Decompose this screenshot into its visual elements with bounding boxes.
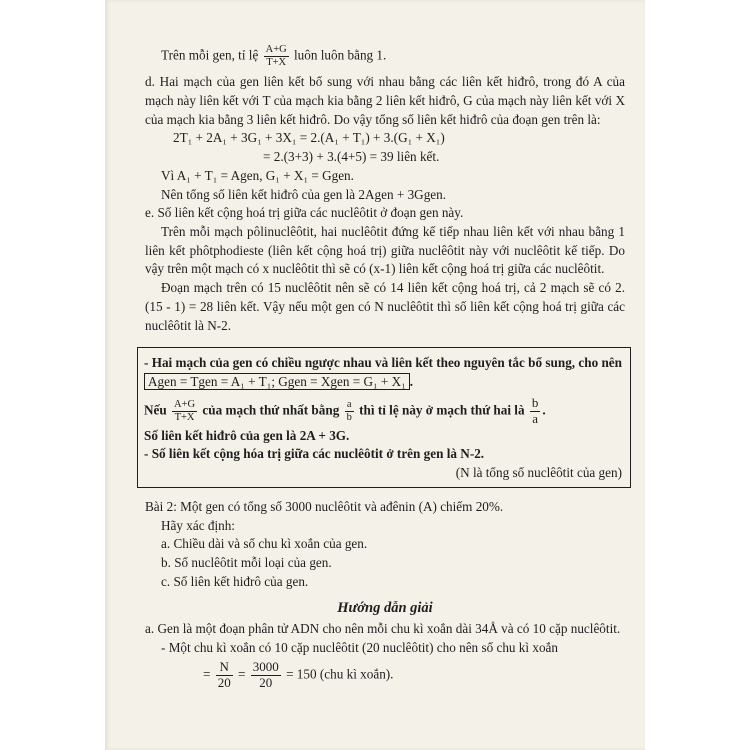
denominator: b (346, 411, 352, 423)
box-line-2 (144, 396, 622, 427)
numerator: N (216, 660, 233, 676)
numerator: b (531, 394, 539, 410)
paragraph-d: d. Hai mạch của gen liên kết bổ sung với nhau bằng các liên kết hiđrô, trong đó A của mạch này liên kết với T của mạch kia bằng 2 liên kết hiđrô, G của mạch này liên kết với X của mạch kia bằng 3 liên kết hiđrô. Do vậy tổng số liên kết hiđrô của đoạn gen trên là: (145, 74, 625, 127)
numerator: A+G (172, 399, 197, 412)
numerator: a (345, 399, 354, 412)
denominator: T+X (266, 57, 287, 69)
since-line: Vì A₁ + T₁ = Agen, G₁ + X₁ = Ggen. (161, 167, 354, 183)
denominator: T+X (174, 411, 195, 423)
text: = (203, 666, 211, 682)
text: của mạch thứ nhất bằng (202, 402, 340, 418)
solution-heading: Hướng dẫn giải (337, 599, 433, 616)
paragraph-e: Trên mỗi mạch pôlinuclêôtit, hai nuclêôtit đứng kế tiếp nhau liên kết với nhau bằng 1 liên kết phôtphodieste (liên kết cộng hoá trị) giữa nuclêôtit này với nuclêôtit kế tiếp. Do vậy trên một mạch có x nuclêôtit thì sẽ có (x-1) liên kết cộng hoá trị giữa các nuclêôtit. (145, 224, 625, 277)
ratio-fraction (264, 44, 289, 69)
box-line-1: - Hai mạch của gen có chiều ngược nhau và liên kết theo nguyên tắc bổ sung, cho nên Agen = Tgen = A₁ + T₁; Ggen = Xgen = G₁ + X₁ . (144, 355, 622, 390)
denominator: 20 (217, 674, 231, 690)
fraction-b-over-a (530, 396, 541, 427)
text: = 150 (chu kì xoắn). (286, 666, 394, 682)
therefore-line: Nên tổng số liên kết hiđrô của gen là 2Agen + 3Ggen. (161, 186, 447, 202)
solution-a: a. Gen là một đoạn phân tử ADN cho nên mỗi chu kì xoắn dài 34Å và có 10 cặp nuclêôtit. (145, 621, 621, 637)
text: luôn luôn bằng 1. (294, 47, 387, 63)
text: thì tỉ lệ này ở mạch thứ hai là (359, 402, 525, 418)
box-line-5: (N là tổng số nuclêôtit của gen) (455, 465, 622, 481)
summary-box (137, 347, 631, 488)
fraction-3000-over-20 (251, 660, 281, 691)
fraction-n-over-20 (216, 660, 233, 691)
ratio-statement (145, 44, 625, 69)
ratio-fraction (172, 399, 197, 424)
solution-formula (145, 660, 625, 691)
numerator: A+G (264, 44, 289, 57)
paragraph-e2: Đoạn mạch trên có 15 nuclêôtit nên sẽ có 14 liên kết cộng hoá trị, cả 2 mạch sẽ có 2.(15 - 1) = 28 liên kết. Vậy nếu một gen có N nuclêôtit thì số liên kết cộng hoá trị giữa các nuclêôtit là N-2. (145, 280, 625, 333)
equation-1: 2T₁ + 2A₁ + 3G₁ + 3X₁ = 2.(A₁ + T₁) + 3.(G₁ + X₁) (173, 130, 445, 146)
exercise-2-ask: Hãy xác định: (161, 517, 235, 533)
item-e: e. Số liên kết cộng hoá trị giữa các nuclêôtit ở đoạn gen này. (145, 205, 464, 221)
box-line-3: Số liên kết hiđrô của gen là 2A + 3G. (144, 427, 350, 443)
denominator: a (532, 410, 538, 426)
page-content (145, 44, 625, 691)
fraction-a-over-b (345, 399, 354, 424)
denominator: 20 (259, 674, 273, 690)
text: - Hai mạch của gen có chiều ngược nhau và liên kết theo nguyên tắc bổ sung, cho nên (144, 355, 622, 371)
book-page (105, 0, 645, 750)
exercise-2-c: c. Số liên kết hiđrô của gen. (161, 573, 309, 589)
exercise-2-a: a. Chiều dài và số chu kì xoắn của gen. (161, 536, 368, 552)
equation-2: = 2.(3+3) + 3.(4+5) = 39 liên kết. (263, 149, 440, 165)
numerator: 3000 (252, 658, 279, 674)
text: Nếu (144, 402, 167, 418)
boxed-formula: Agen = Tgen = A₁ + T₁; Ggen = Xgen = G₁ + X₁ (144, 373, 410, 390)
text: . (542, 402, 546, 418)
text: Trên mỗi gen, tỉ lệ (161, 47, 259, 63)
solution-a-2: - Một chu kì xoắn có 10 cặp nuclêôtit (20 nuclêôtit) cho nên số chu kì xoắn (161, 639, 558, 655)
exercise-2-title: Bài 2: Một gen có tổng số 3000 nuclêôtit và ađênin (A) chiếm 20%. (145, 498, 504, 514)
exercise-2-b: b. Số nuclêôtit mỗi loại của gen. (161, 555, 332, 571)
text: = (238, 666, 246, 682)
box-line-4: - Số liên kết cộng hóa trị giữa các nuclêôtit ở trên gen là N-2. (144, 446, 485, 462)
